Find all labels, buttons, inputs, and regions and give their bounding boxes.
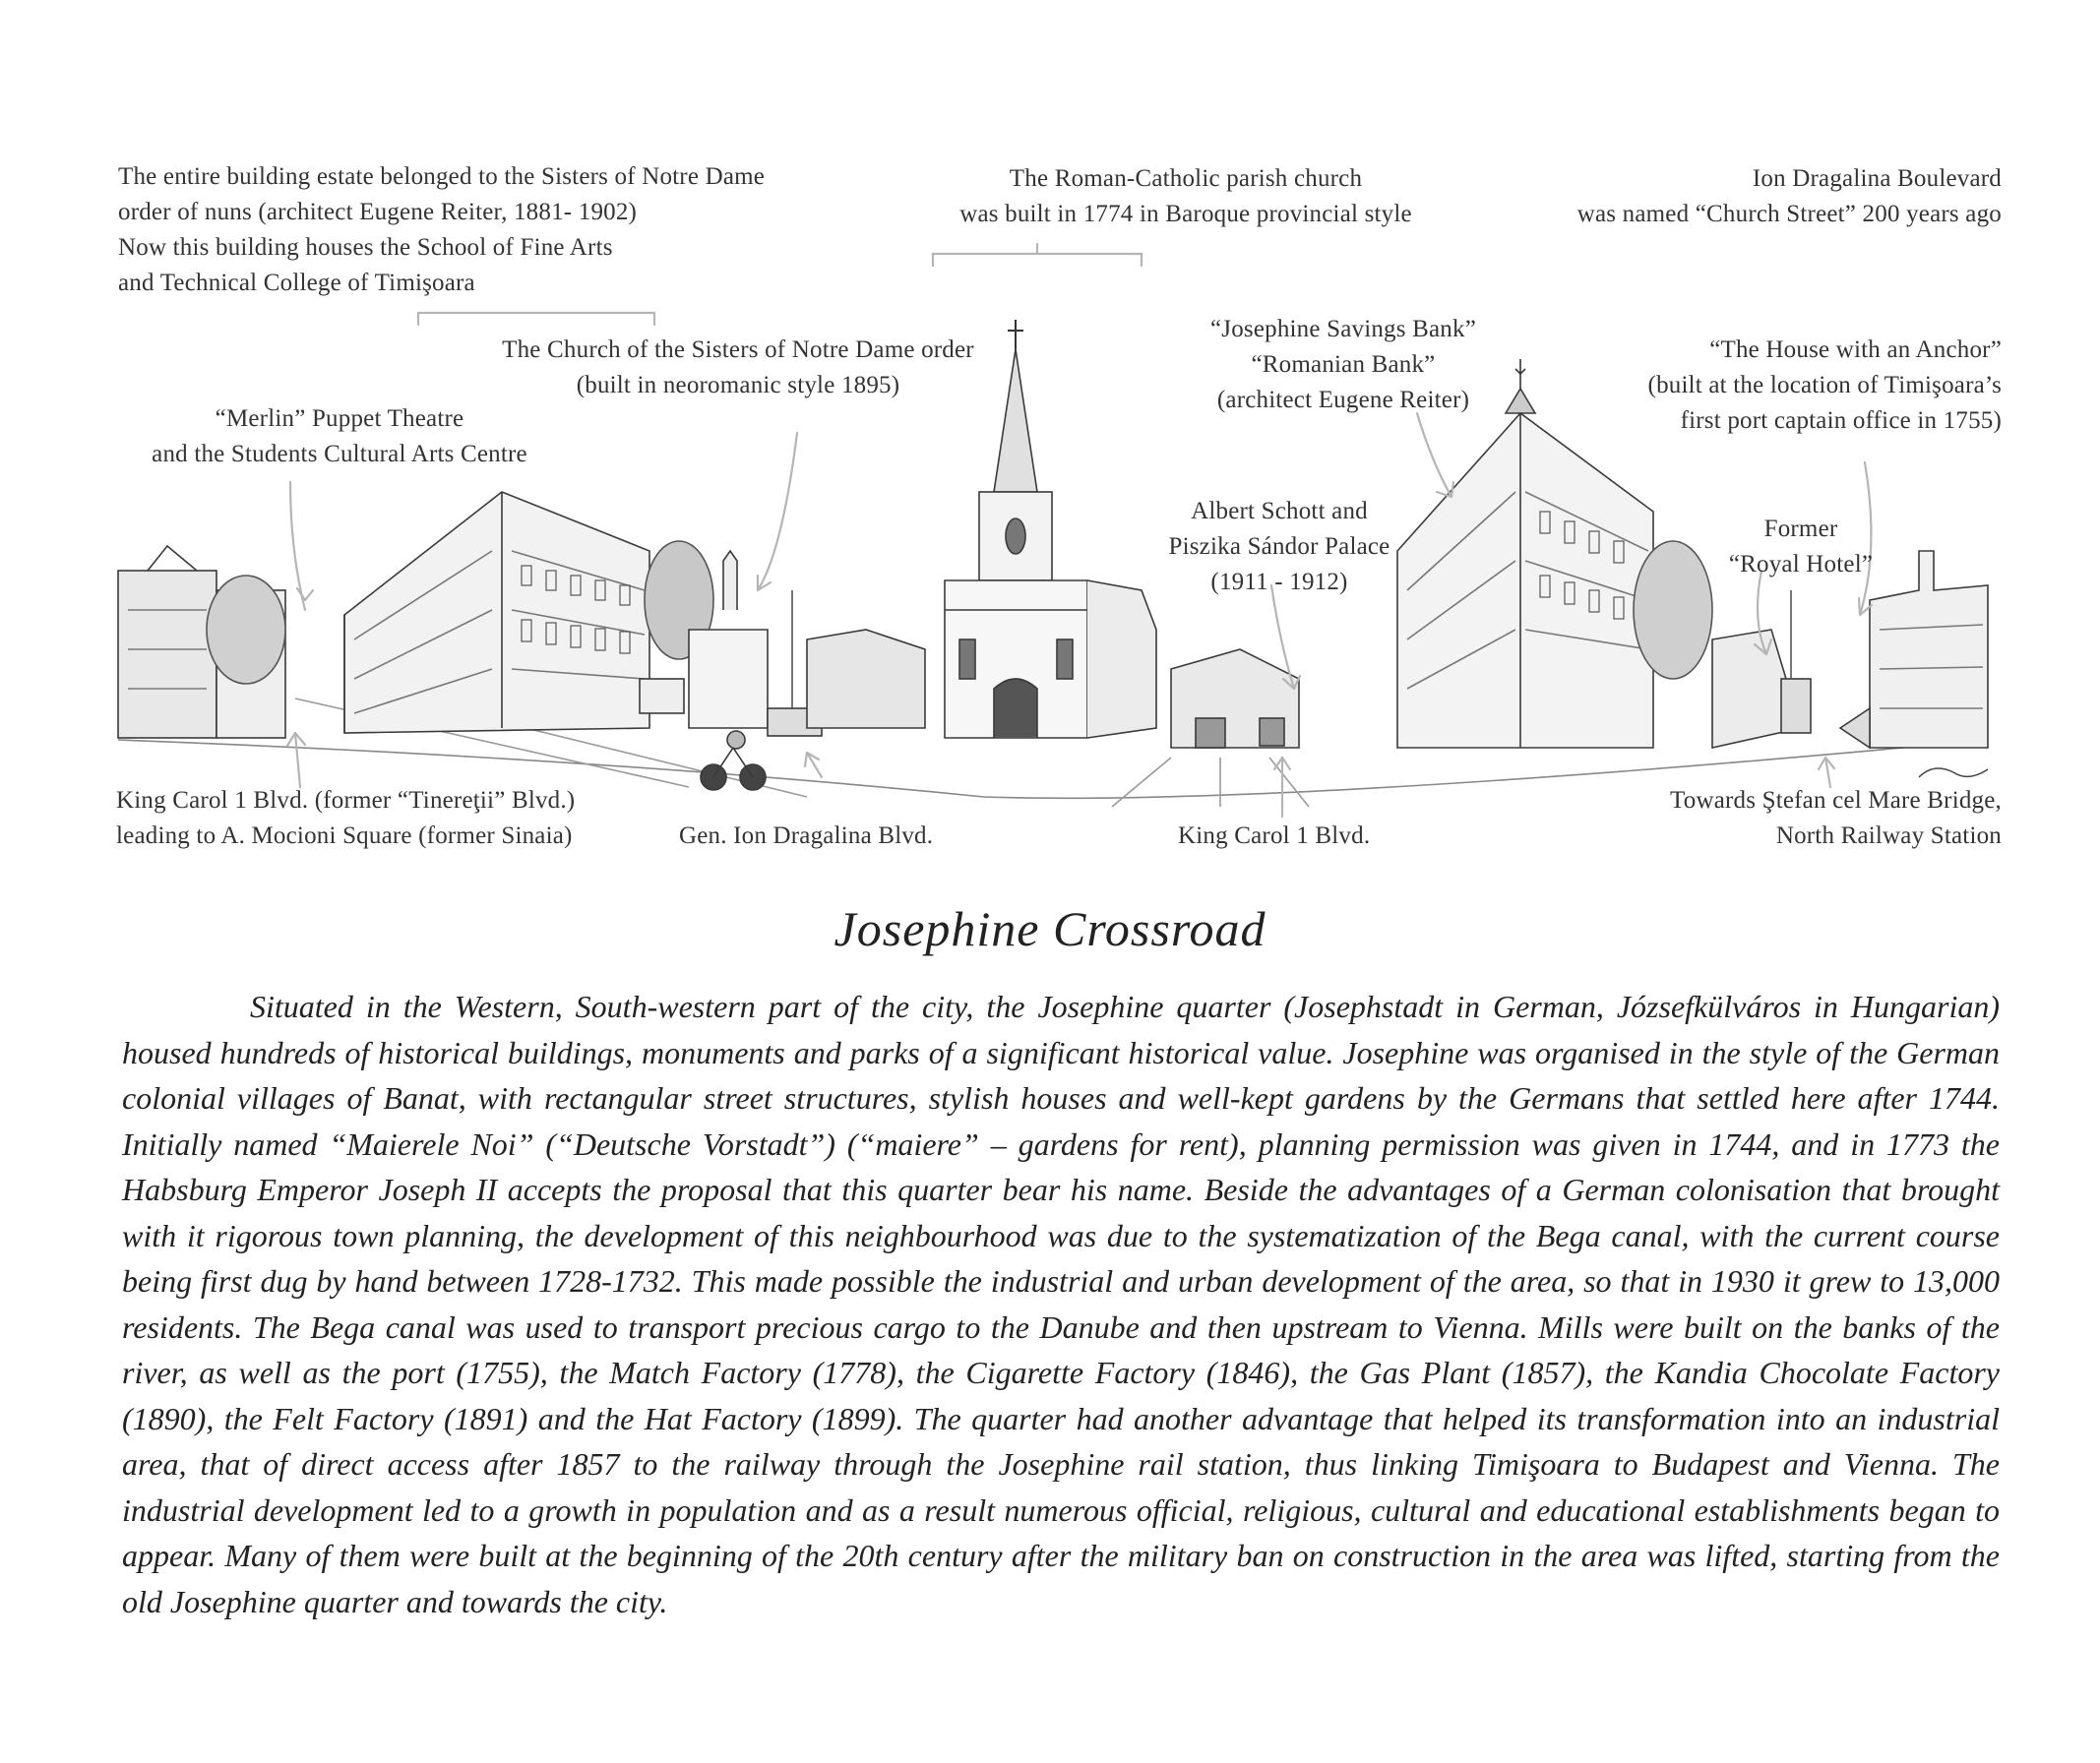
caption-line: was built in 1774 in Baroque provincial style: [959, 201, 1412, 227]
caption-line: “Romanian Bank”: [1251, 351, 1436, 378]
caption-line: King Carol 1 Blvd. (former “Tinereţii” Blvd.): [116, 787, 576, 814]
caption-carol-former: [116, 783, 575, 854]
caption-line: Albert Schott and: [1191, 498, 1368, 524]
caption-line: “Merlin” Puppet Theatre: [215, 405, 464, 432]
caption-towards-bridge: [1575, 783, 2002, 854]
caption-parish-church: [891, 161, 1481, 232]
body-paragraph: Situated in the Western, South-western part of the city, the Josephine quarter (Josephstadt in German, Józsefkülváros in Hungarian) housed hundreds of historical buildings, monuments and parks of a significant historical value. Josephine was organised in the style of the German colonial villages of Banat, with rectangular street structures, stylish houses and well-kept gardens by the Germans that settled here after 1744. Initially named “Maierele Noi” (“Deutsche Vorstadt”) (“maiere” – gardens for rent), planning permission was given in 1744, and in 1773 the Habsburg Emperor Joseph II accepts the proposal that this quarter bear his name. Beside the advantages of a German colonisation that brought with it rigorous town planning, the development of this neighbourhood was due to the systematization of the Bega canal, with the current course being first dug by hand between 1728-1732. This made possible the industrial and urban development of the area, so that in 1930 it grew to 13,000 residents. The Bega canal was used to transport precious cargo to the Danube and then upstream to Vienna. Mills were built on the banks of the river, as well as the port (1755), the Match Factory (1778), the Cigarette Factory (1846), the Gas Plant (1857), the Kandia Chocolate Factory (1890), the Felt Factory (1891) and the Hat Factory (1899). The quarter had another advantage that helped its transformation into an industrial area, that of direct access after 1857 to the railway through the Josephine rail station, thus linking Timişoara to Budapest and Vienna. The industrial development led to a growth in population and as a result numerous official, religious, cultural and educational establishments began to appear. Many of them were built at the beginning of the 20th century after the military ban on construction in the area was lifted, starting from the old Josephine quarter and towards the city.: [122, 989, 2000, 1619]
caption-line: Former: [1763, 516, 1838, 542]
caption-line: The Roman-Catholic parish church: [1009, 165, 1363, 192]
caption-line: Piszika Sándor Palace: [1168, 533, 1390, 560]
caption-line: The Church of the Sisters of Notre Dame order: [502, 336, 974, 363]
caption-line: “The House with an Anchor”: [1709, 336, 2002, 363]
caption-line: Ion Dragalina Boulevard: [1752, 165, 2002, 192]
caption-schott-palace: [1132, 494, 1427, 600]
caption-line: order of nuns (architect Eugene Reiter, 1881- 1902): [118, 199, 638, 225]
caption-line: and Technical College of Timişoara: [118, 270, 475, 296]
caption-line: and the Students Cultural Arts Centre: [152, 441, 527, 467]
caption-line: Now this building houses the School of Fine Arts: [118, 234, 613, 261]
caption-sisters-church: [463, 333, 1014, 403]
caption-line: “Josephine Savings Bank”: [1209, 316, 1477, 342]
caption-line: first port captain office in 1755): [1680, 407, 2002, 434]
caption-line: North Railway Station: [1775, 822, 2002, 849]
caption-carol-1: [1178, 819, 1370, 854]
caption-line: King Carol 1 Blvd.: [1178, 822, 1371, 849]
caption-royal-hotel: [1702, 512, 1899, 582]
scooter-drawing: [701, 731, 766, 790]
caption-line: Towards Ştefan cel Mare Bridge,: [1670, 787, 2002, 814]
caption-gen-dragalina: [679, 819, 933, 854]
caption-line: (built at the location of Timişoara’s: [1647, 372, 2002, 398]
caption-dragalina-blvd-name: [1476, 161, 2002, 232]
caption-line: leading to A. Mocioni Square (former Sinaia): [116, 822, 573, 849]
caption-line: “Royal Hotel”: [1728, 551, 1874, 578]
page-title: Josephine Crossroad: [834, 901, 1266, 956]
artist-signature: [1919, 768, 1988, 777]
caption-line: (built in neoromanic style 1895): [576, 372, 900, 398]
caption-line: was named “Church Street” 200 years ago: [1576, 201, 2002, 227]
caption-savings-bank: [1161, 312, 1525, 418]
caption-line: The entire building estate belonged to the Sisters of Notre Dame: [118, 163, 766, 190]
caption-estate: [118, 159, 765, 301]
caption-line: Gen. Ion Dragalina Blvd.: [679, 822, 934, 849]
caption-line: (architect Eugene Reiter): [1216, 387, 1470, 413]
caption-line: (1911 - 1912): [1210, 569, 1348, 595]
caption-house-anchor: [1535, 333, 2002, 439]
caption-puppet-theatre: [108, 401, 571, 472]
puppet-theatre-drawing: [344, 492, 649, 733]
